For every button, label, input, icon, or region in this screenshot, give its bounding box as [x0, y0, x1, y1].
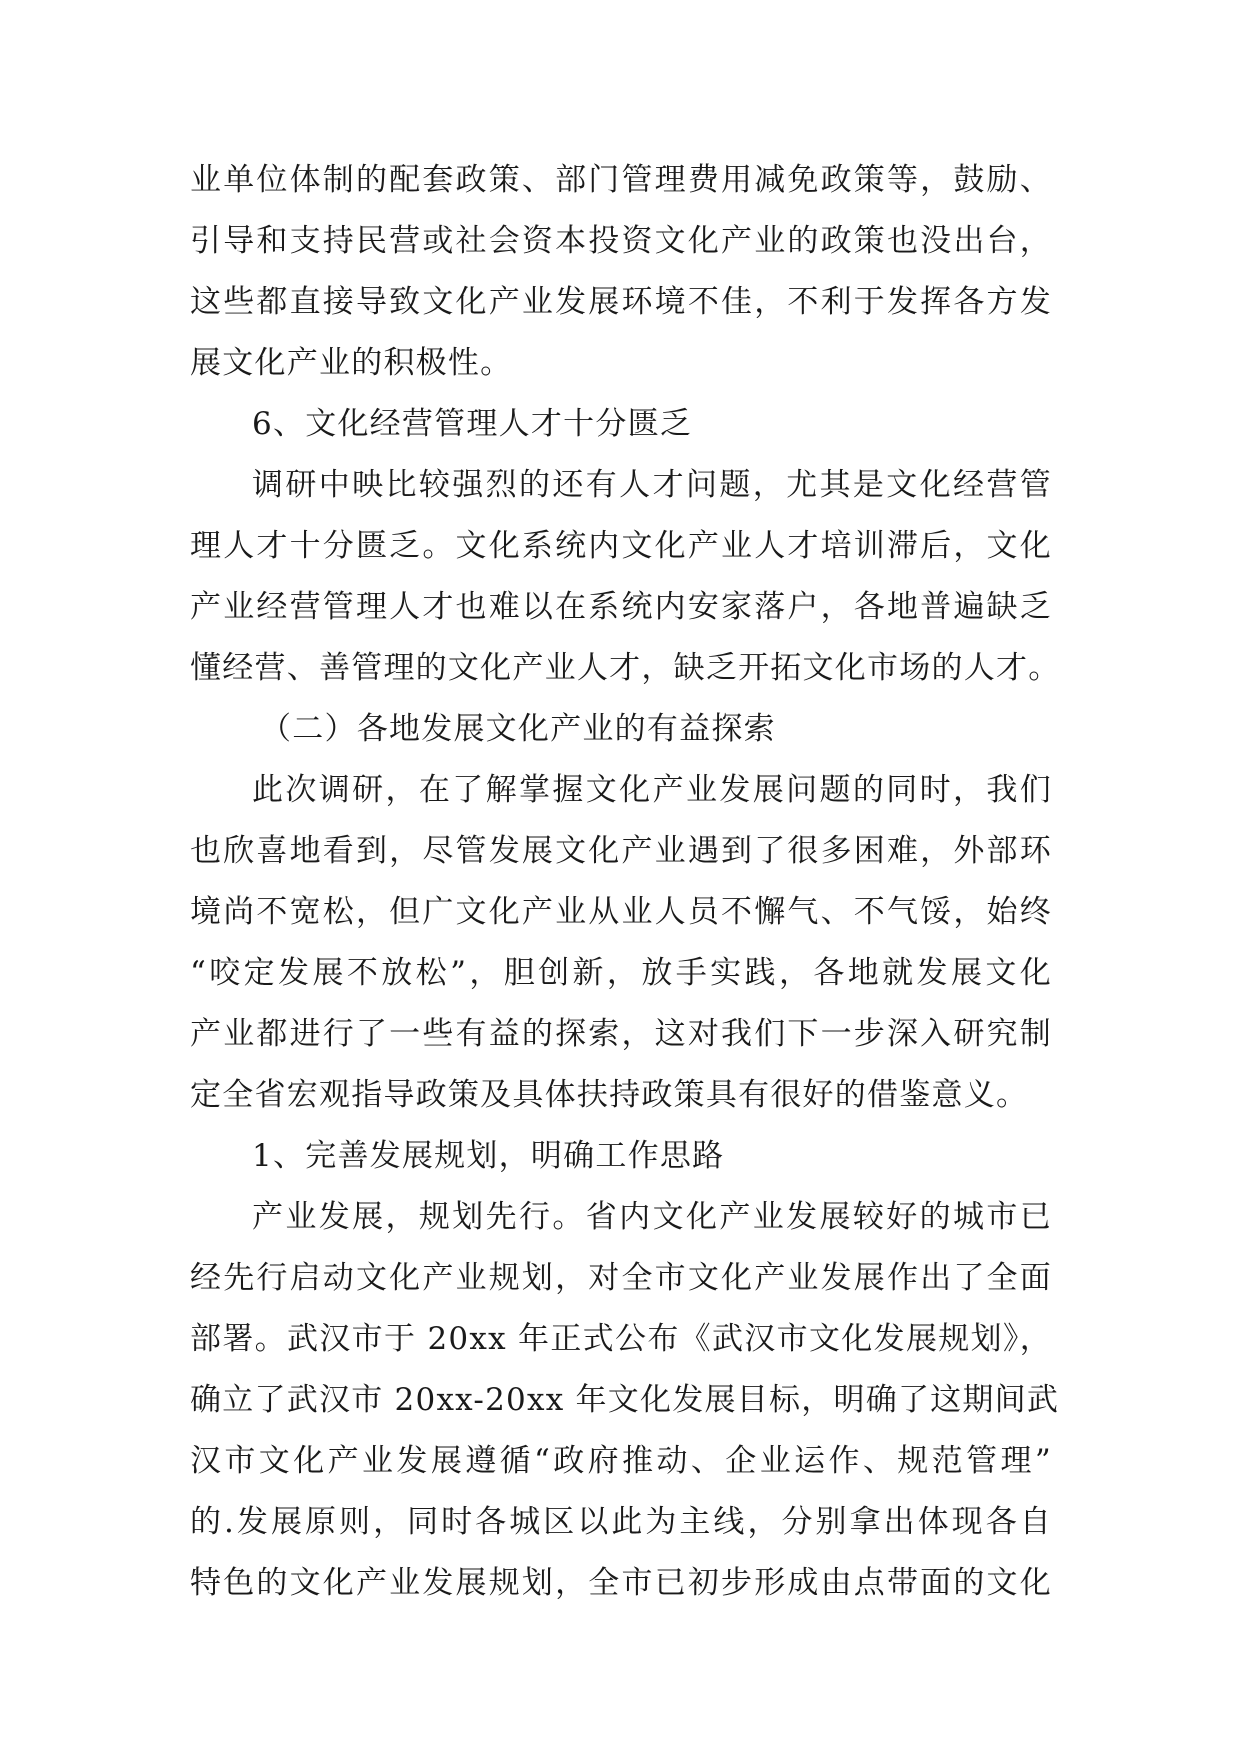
text-line: 懂经营、善管理的文化产业人才，缺乏开拓文化市场的人才。	[190, 650, 1061, 686]
text-line: 6、文化经营管理人才十分匮乏	[252, 406, 693, 442]
text-line: 1、完善发展规划，明确工作思路	[252, 1138, 725, 1174]
document-page	[190, 150, 1061, 1614]
text-line: 也欣喜地看到，尽管发展文化产业遇到了很多困难，外部环	[190, 833, 1052, 869]
text-line: 引导和支持民营或社会资本投资文化产业的政策也没出台，	[190, 223, 1052, 259]
text-line: 产业发展，规划先行。省内文化产业发展较好的城市已	[252, 1199, 1052, 1235]
text-line: （二）各地发展文化产业的有益探索	[260, 711, 776, 747]
text-line: 经先行启动文化产业规划，对全市文化产业发展作出了全面	[190, 1260, 1052, 1296]
text-line: 汉市文化产业发展遵循“政府推动、企业运作、规范管理”	[190, 1443, 1052, 1479]
text-line: 业单位体制的配套政策、部门管理费用减免政策等，鼓励、	[190, 162, 1052, 198]
text-line: 调研中映比较强烈的还有人才问题，尤其是文化经营管	[252, 467, 1052, 503]
text-line: 确立了武汉市 20xx-20xx 年文化发展目标，明确了这期间武	[190, 1382, 1060, 1418]
text-line: 的.发展原则，同时各城区以此为主线，分别拿出体现各自	[190, 1504, 1052, 1540]
text-line: 展文化产业的积极性。	[190, 345, 513, 381]
text-line: 境尚不宽松，但广文化产业从业人员不懈气、不气馁，始终	[190, 894, 1052, 930]
text-line: 特色的文化产业发展规划，全市已初步形成由点带面的文化	[190, 1565, 1052, 1601]
text-line: 此次调研，在了解掌握文化产业发展问题的同时，我们	[252, 772, 1052, 808]
text-line: 定全省宏观指导政策及具体扶持政策具有很好的借鉴意义。	[190, 1077, 1029, 1113]
text-line: 产业经营管理人才也难以在系统内安家落户，各地普遍缺乏	[190, 589, 1052, 625]
text-line: 理人才十分匮乏。文化系统内文化产业人才培训滞后，文化	[190, 528, 1052, 564]
text-line: 这些都直接导致文化产业发展环境不佳，不利于发挥各方发	[190, 284, 1052, 320]
text-line: “咬定发展不放松”，胆创新，放手实践，各地就发展文化	[190, 955, 1052, 991]
text-line: 产业都进行了一些有益的探索，这对我们下一步深入研究制	[190, 1016, 1052, 1052]
text-line: 部署。武汉市于 20xx 年正式公布《武汉市文化发展规划》，	[190, 1321, 1052, 1357]
